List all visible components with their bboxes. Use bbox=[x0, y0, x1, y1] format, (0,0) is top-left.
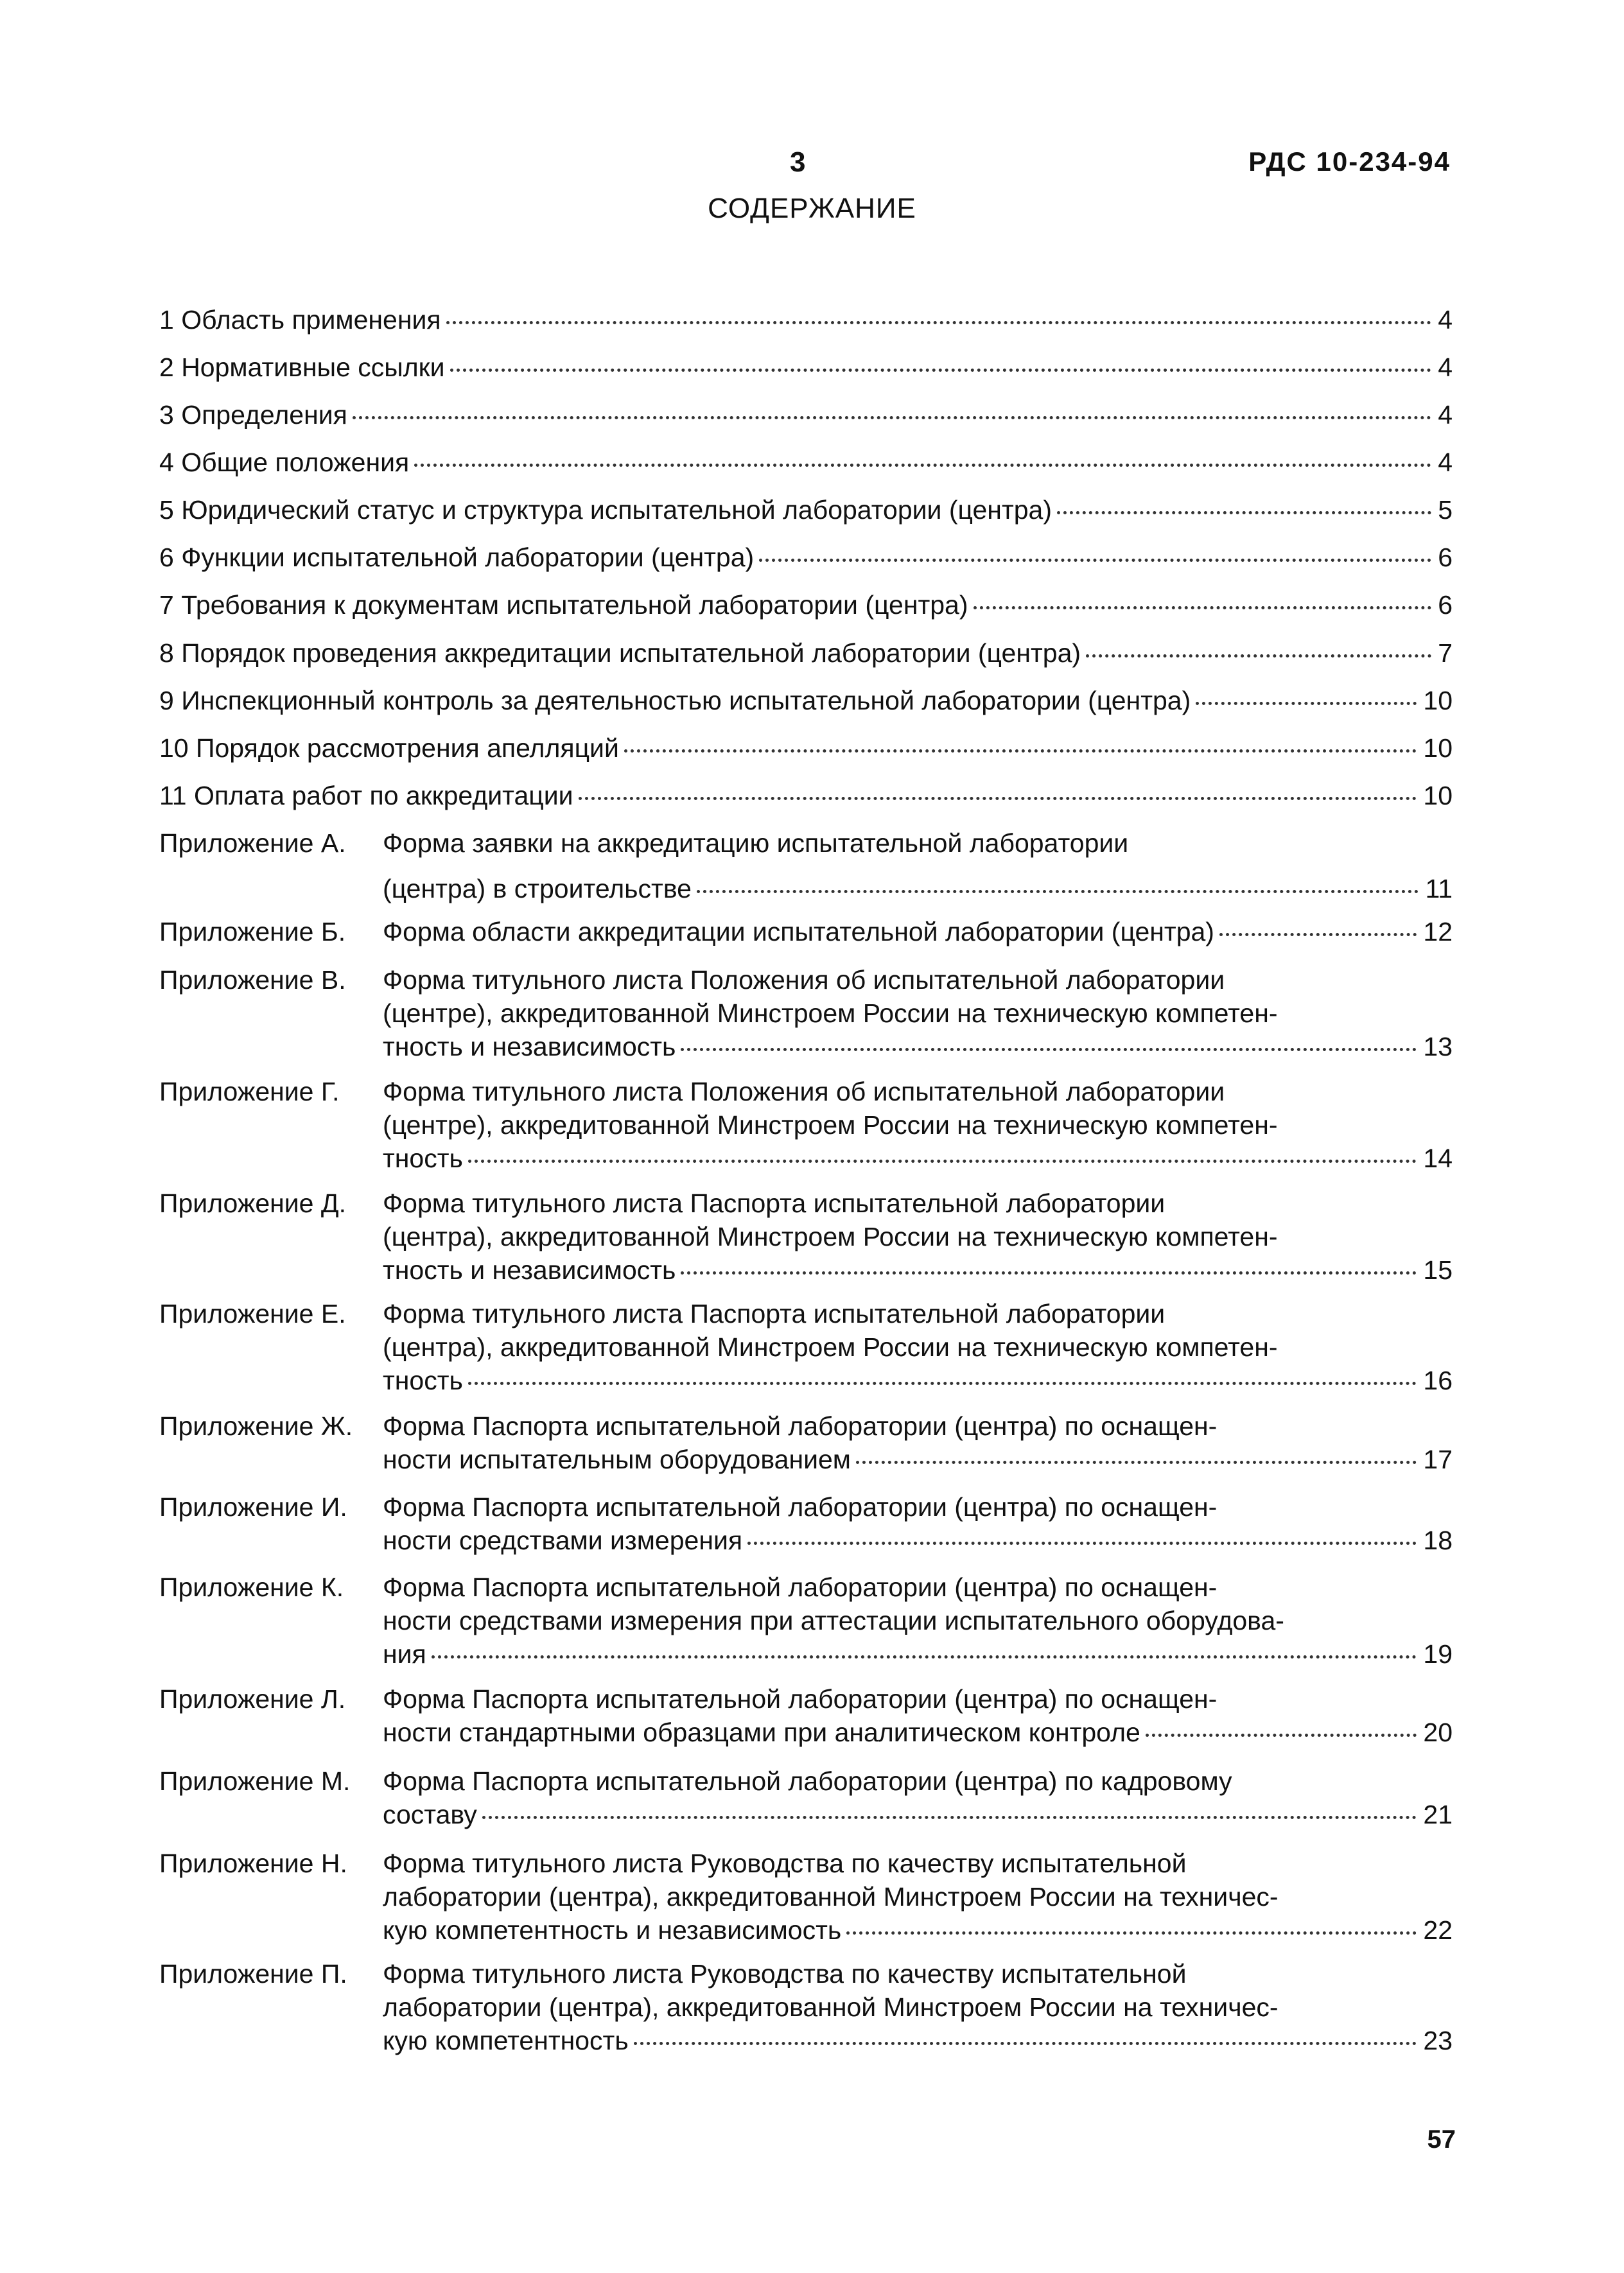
appendix-title-line: (центре), аккредитованной Минстроем России на техническую компетен- bbox=[383, 1110, 1278, 1140]
dot-leader bbox=[759, 559, 1431, 562]
appendix-title-line: тность и независимость bbox=[383, 1032, 676, 1061]
dot-leader bbox=[846, 1931, 1417, 1935]
dot-leader bbox=[482, 1816, 1417, 1819]
appendix-title-line: ности стандартными образцами при аналитическом контроле bbox=[383, 1718, 1140, 1747]
appendix-title-line: (центре), аккредитованной Минстроем России на техническую компетен- bbox=[383, 998, 1278, 1028]
dot-leader bbox=[624, 749, 1417, 753]
dot-leader bbox=[446, 321, 1432, 324]
toc-entry bbox=[383, 1524, 1453, 1557]
appendix-title-line: Форма титульного листа Положения об испытательной лаборатории bbox=[383, 965, 1225, 995]
toc-entry-page: 14 bbox=[1423, 1144, 1453, 1173]
toc-entry-page: 10 bbox=[1423, 733, 1453, 763]
toc-entry-label: 7 Требования к документам испытательной лаборатории (центра) bbox=[159, 590, 968, 620]
appendix-title-line: Форма Паспорта испытательной лаборатории (центра) по оснащен- bbox=[383, 1411, 1218, 1441]
toc-entry-page: 19 bbox=[1423, 1639, 1453, 1669]
toc-entry-label: 3 Определения bbox=[159, 400, 347, 430]
appendix-title-line: Форма Паспорта испытательной лаборатории (центра) по кадровому bbox=[383, 1766, 1232, 1796]
appendix-title-line: Форма титульного листа Руководства по качеству испытательной bbox=[383, 1959, 1187, 1989]
toc-entry-page: 10 bbox=[1423, 781, 1453, 810]
appendix-label: Приложение Л. bbox=[159, 1684, 346, 1714]
toc-entry-label: 6 Функции испытательной лаборатории (центра) bbox=[159, 543, 755, 572]
toc-entry-page: 5 bbox=[1438, 495, 1453, 525]
page-number-bottom: 57 bbox=[1427, 2125, 1456, 2154]
toc-entry bbox=[383, 915, 1453, 948]
dot-leader bbox=[579, 797, 1417, 800]
appendix-label: Приложение М. bbox=[159, 1766, 351, 1796]
appendix-label: Приложение Б. bbox=[159, 917, 346, 946]
toc-entry-page: 13 bbox=[1423, 1032, 1453, 1061]
dot-leader bbox=[1196, 702, 1417, 705]
toc-entry-page: 6 bbox=[1438, 543, 1453, 572]
toc-entry bbox=[383, 872, 1453, 905]
dot-leader bbox=[634, 2042, 1417, 2045]
appendix-title-line: Форма Паспорта испытательной лаборатории (центра) по оснащен- bbox=[383, 1492, 1218, 1522]
toc-entry bbox=[159, 446, 1453, 479]
toc-entry-page: 4 bbox=[1438, 400, 1453, 430]
appendix-title-line: Форма титульного листа Руководства по качеству испытательной bbox=[383, 1849, 1187, 1878]
document-code: РДС 10-234-94 bbox=[1248, 146, 1451, 177]
appendix-title-line: лаборатории (центра), аккредитованной Минстроем России на техничес- bbox=[383, 1882, 1279, 1912]
appendix-title-line: (центра), аккредитованной Минстроем России на техническую компетен- bbox=[383, 1222, 1278, 1251]
toc-entry bbox=[159, 541, 1453, 574]
dot-leader bbox=[414, 464, 1431, 467]
toc-entry bbox=[383, 1253, 1453, 1287]
dot-leader bbox=[353, 416, 1431, 419]
toc-entry-label: 8 Порядок проведения аккредитации испытательной лаборатории (центра) bbox=[159, 638, 1081, 668]
dot-leader bbox=[747, 1542, 1417, 1545]
toc-entry bbox=[383, 1443, 1453, 1476]
dot-leader bbox=[450, 369, 1432, 372]
toc-entry-label: 9 Инспекционный контроль за деятельностью испытательной лаборатории (центра) bbox=[159, 686, 1191, 715]
appendix-title-line: Форма Паспорта испытательной лаборатории (центра) по оснащен- bbox=[383, 1684, 1218, 1714]
toc-entry bbox=[383, 1637, 1453, 1671]
appendix-label: Приложение А. bbox=[159, 828, 346, 858]
appendix-title-line: Форма области аккредитации испытательной лаборатории (центра) bbox=[383, 917, 1214, 946]
appendix-label: Приложение В. bbox=[159, 965, 346, 995]
toc-entry bbox=[159, 493, 1453, 527]
toc-entry-page: 22 bbox=[1423, 1915, 1453, 1945]
appendix-title-line: ности испытательным оборудованием bbox=[383, 1445, 851, 1474]
appendix-title-line: кую компетентность bbox=[383, 2026, 629, 2055]
dot-leader bbox=[681, 1271, 1417, 1275]
toc-entry-page: 11 bbox=[1425, 874, 1453, 903]
appendix-title-line: Форма Паспорта испытательной лаборатории (центра) по оснащен- bbox=[383, 1572, 1218, 1602]
appendix-title-line: тность bbox=[383, 1144, 463, 1173]
toc-entry-page: 20 bbox=[1423, 1718, 1453, 1747]
dot-leader bbox=[1146, 1734, 1417, 1737]
toc-entry-page: 23 bbox=[1423, 2026, 1453, 2055]
toc-entry bbox=[159, 303, 1453, 336]
appendix-title-line: тность и независимость bbox=[383, 1255, 676, 1285]
toc-entry bbox=[159, 588, 1453, 622]
dot-leader bbox=[974, 606, 1432, 609]
appendix-title-line: Форма титульного листа Паспорта испытательной лаборатории bbox=[383, 1189, 1166, 1218]
appendix-label: Приложение И. bbox=[159, 1492, 347, 1522]
toc-entry bbox=[159, 398, 1453, 431]
appendix-label: Приложение Г. bbox=[159, 1077, 340, 1106]
toc-entry bbox=[383, 1030, 1453, 1063]
toc-entry-label: 11 Оплата работ по аккредитации bbox=[159, 781, 573, 810]
appendix-title-line: тность bbox=[383, 1366, 463, 1395]
dot-leader bbox=[432, 1655, 1417, 1659]
toc-entry-label: 5 Юридический статус и структура испытательной лаборатории (центра) bbox=[159, 495, 1052, 525]
toc-entry bbox=[159, 351, 1453, 384]
appendix-label: Приложение Д. bbox=[159, 1189, 347, 1218]
toc-entry bbox=[383, 1716, 1453, 1749]
page-number-top: 3 bbox=[790, 146, 806, 178]
toc-entry-label: 4 Общие положения bbox=[159, 448, 410, 477]
appendix-title-line: лаборатории (центра), аккредитованной Минстроем России на техничес- bbox=[383, 1992, 1279, 2022]
toc-entry bbox=[159, 684, 1453, 717]
appendix-title-line: ния bbox=[383, 1639, 426, 1669]
toc-title: СОДЕРЖАНИЕ bbox=[708, 193, 916, 224]
toc-entry bbox=[383, 1364, 1453, 1397]
toc-entry bbox=[383, 1798, 1453, 1831]
toc-entry-page: 17 bbox=[1423, 1445, 1453, 1474]
toc-entry bbox=[383, 1913, 1453, 1947]
appendix-title-line: Форма титульного листа Паспорта испытательной лаборатории bbox=[383, 1299, 1166, 1328]
dot-leader bbox=[1086, 654, 1431, 658]
appendix-label: Приложение Ж. bbox=[159, 1411, 353, 1441]
toc-entry bbox=[159, 731, 1453, 765]
dot-leader bbox=[1219, 933, 1417, 936]
toc-entry-page: 12 bbox=[1423, 917, 1453, 946]
appendix-title-line: Форма заявки на аккредитацию испытательной лаборатории bbox=[383, 828, 1129, 858]
toc-entry-label: 2 Нормативные ссылки bbox=[159, 353, 445, 382]
toc-entry bbox=[159, 779, 1453, 812]
toc-entry-page: 15 bbox=[1423, 1255, 1453, 1285]
appendix-title-line: кую компетентность и независимость bbox=[383, 1915, 842, 1945]
toc-entry-label: 1 Область применения bbox=[159, 305, 441, 335]
toc-entry-page: 16 bbox=[1423, 1366, 1453, 1395]
toc-entry-page: 18 bbox=[1423, 1526, 1453, 1555]
toc-entry-page: 21 bbox=[1423, 1800, 1453, 1829]
toc-entry bbox=[159, 636, 1453, 670]
appendix-title-line: ности средствами измерения bbox=[383, 1526, 743, 1555]
appendix-label: Приложение П. bbox=[159, 1959, 347, 1989]
toc-entry bbox=[383, 2024, 1453, 2057]
dot-leader bbox=[1057, 511, 1431, 514]
toc-entry-page: 10 bbox=[1423, 686, 1453, 715]
dot-leader bbox=[468, 1382, 1417, 1385]
toc-entry-page: 6 bbox=[1438, 590, 1453, 620]
appendix-title-line: (центра) в строительстве bbox=[383, 874, 692, 903]
appendix-label: Приложение К. bbox=[159, 1572, 344, 1602]
toc-entry bbox=[383, 1142, 1453, 1175]
toc-entry-page: 4 bbox=[1438, 353, 1453, 382]
dot-leader bbox=[856, 1461, 1417, 1464]
appendix-title-line: (центра), аккредитованной Минстроем России на техническую компетен- bbox=[383, 1332, 1278, 1362]
toc-entry-page: 4 bbox=[1438, 305, 1453, 335]
toc-entry-page: 4 bbox=[1438, 448, 1453, 477]
dot-leader bbox=[468, 1160, 1417, 1163]
appendix-title-line: составу bbox=[383, 1800, 477, 1829]
appendix-label: Приложение Н. bbox=[159, 1849, 347, 1878]
appendix-label: Приложение Е. bbox=[159, 1299, 346, 1328]
dot-leader bbox=[681, 1048, 1417, 1051]
appendix-title-line: ности средствами измерения при аттестации испытательного оборудова- bbox=[383, 1606, 1284, 1635]
appendix-title-line: Форма титульного листа Положения об испытательной лаборатории bbox=[383, 1077, 1225, 1106]
toc-entry-page: 7 bbox=[1438, 638, 1453, 668]
toc-entry-label: 10 Порядок рассмотрения апелляций bbox=[159, 733, 619, 763]
dot-leader bbox=[697, 890, 1419, 893]
